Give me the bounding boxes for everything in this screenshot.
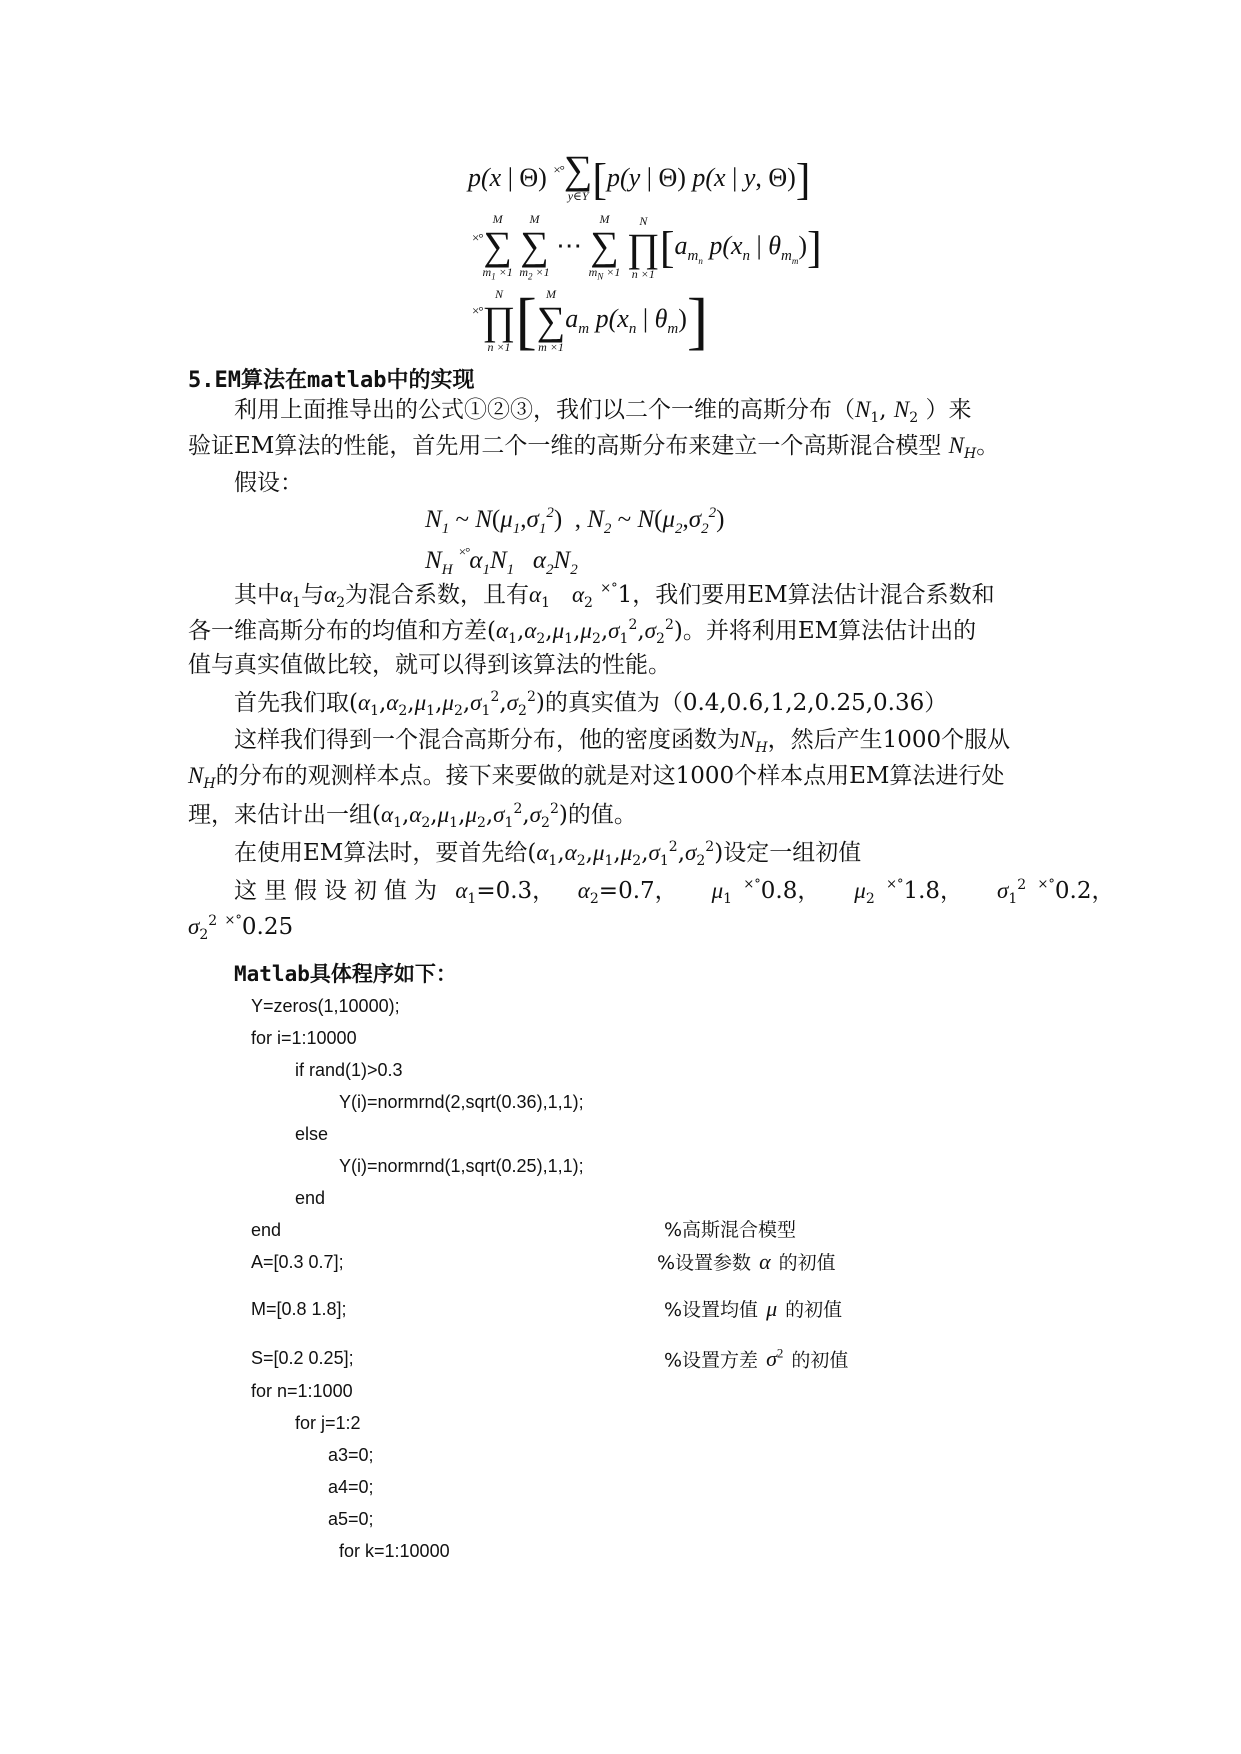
text-span: 在使用EM算法时，要首先给 <box>234 840 528 866</box>
text-span: 其中 <box>234 582 280 608</box>
section-heading: 5.EM算法在matlab中的实现 <box>188 368 475 393</box>
formula-line-1: p(x | Θ) ×° ∑ y∈Y [p(y | Θ) p(x | y, Θ)] <box>468 147 811 205</box>
text-span: 的值。 <box>567 802 637 828</box>
text-span: %设置均值 <box>664 1299 759 1321</box>
text-span: 的初值 <box>778 1252 836 1274</box>
text-span: %设置方差 <box>664 1349 759 1372</box>
text-span: 各一维高斯分布的均值和方差 <box>188 618 487 644</box>
code-line: a4=0; <box>328 1477 374 1497</box>
code-line: for j=1:2 <box>295 1413 361 1433</box>
text-span: 为混合系数，且有 <box>345 582 529 608</box>
code-line: A=[0.3 0.7]; <box>251 1252 344 1272</box>
text-span: 。 <box>976 433 1000 459</box>
text-span: 这里假设初值为 <box>234 878 444 904</box>
code-line: M=[0.8 1.8]; <box>251 1299 347 1319</box>
paragraph-1-line-1: 利用上面推导出的公式①②③，我们以二个一维的高斯分布（$N_1$, $N_2$ ）来 <box>234 397 972 426</box>
text-span: 0.25 <box>241 914 294 940</box>
text-span: ，我们要用EM算法估计混合系数和 <box>632 582 995 608</box>
text-span: 的初值 <box>785 1299 843 1321</box>
text-span: 0.2， <box>1054 878 1115 904</box>
assumption-eq-2: $N_H$ $^{\times^\circ}\alpha_1N_1$ $\alpha_2N_2$ <box>425 544 578 578</box>
text-span: 。并将利用EM算法估计出的 <box>682 618 977 644</box>
code-comment: %设置方差 $\sigma^2$ 的初值 <box>664 1346 849 1372</box>
text-span: 验证EM算法的性能，首先用二个一维的高斯分布来建立一个高斯混合模型 <box>188 433 942 459</box>
text-span: 0.8， <box>760 878 821 904</box>
text-span: 利用上面推导出的公式①②③，我们以二个一维的高斯分布（ <box>234 397 855 423</box>
text-span: 这样我们得到一个混合高斯分布，他的密度函数为 <box>234 727 740 753</box>
text-span: 首先我们取 <box>234 690 349 716</box>
code-heading: Matlab具体程序如下： <box>234 962 457 986</box>
code-comment: %设置均值 μ 的初值 <box>664 1296 843 1321</box>
text-span: =0.7， <box>598 878 678 904</box>
code-line: end <box>295 1188 326 1208</box>
code-line: a3=0; <box>328 1445 374 1465</box>
text-span: 的初值 <box>791 1349 849 1372</box>
text-span: 1.8， <box>903 878 964 904</box>
code-line: S=[0.2 0.25]; <box>251 1348 354 1368</box>
text-span: ）来 <box>925 397 972 423</box>
assumption-eq-1: $N_1$ ~ $N(\mu_1,\sigma_1^2)$ , $N_2$ ~ $N(\mu_2,\sigma_2^2)$ <box>425 505 725 537</box>
code-line: for k=1:10000 <box>339 1541 450 1561</box>
paragraph-1-line-2: 验证EM算法的性能，首先用二个一维的高斯分布来建立一个高斯混合模型 $N_H$。 <box>188 433 1000 462</box>
code-line: a5=0; <box>328 1509 374 1529</box>
code-line: end <box>251 1220 282 1240</box>
text-span: 的分布的观测样本点。接下来要做的就是对这1000个样本点用EM算法进行处 <box>215 763 1005 789</box>
paragraph-6-line-1: 这里假设初值为 $\alpha_1=0.3$， $\alpha_2=0.7$， $\mu_1$ ×°0.8， $\mu_2$ ×°1.8， $\sigma_1^2$ ×°0.2， <box>234 877 1115 907</box>
assume-label: 假设： <box>234 470 303 496</box>
text-span: 与 <box>301 582 324 608</box>
code-line: if rand(1)>0.3 <box>295 1060 403 1080</box>
paragraph-3: 首先我们取$(\alpha_1,\alpha_2,\mu_1,\mu_2,\sigma_1^2,\sigma_2^2)$的真实值为（0.4,0.6,1,2,0.25,0.36） <box>234 689 948 719</box>
text-span: ，然后产生1000个服从 <box>767 727 1011 753</box>
code-line: else <box>295 1124 329 1144</box>
text-span: 设定一组初值 <box>723 840 862 866</box>
text-span: =0.3， <box>476 878 556 904</box>
paragraph-4-line-2: $N_H$的分布的观测样本点。接下来要做的就是对这1000个样本点用EM算法进行处 <box>188 763 1005 792</box>
paragraph-2-line-1: 其中$\alpha_1$与$\alpha_2$为混合系数，且有$\alpha_1$ $\alpha_2$ ×°1，我们要用EM算法估计混合系数和 <box>234 581 995 611</box>
paragraph-2-line-2: 各一维高斯分布的均值和方差$(\alpha_1,\alpha_2,\mu_1,\mu_2,\sigma_1^2,\sigma_2^2)$。并将利用EM算法估计出的 <box>188 617 977 647</box>
text-span: 理，来估计出一组 <box>188 802 372 828</box>
paragraph-5: 在使用EM算法时，要首先给$(\alpha_1,\alpha_2,\mu_1,\mu_2,\sigma_1^2,\sigma_2^2)$设定一组初值 <box>234 839 862 869</box>
code-line: Y(i)=normrnd(1,sqrt(0.25),1,1); <box>339 1156 584 1176</box>
formula-line-2: ×° M ∑ $m_1 \times 1$ M ∑ $m_2 \times 1$ ⋯ M ∑ $m_N \times 1$ N ∏ n ×1 [$a_{m_n}$ $p(x_n$ | $\theta_{m_m}$)] <box>472 212 822 282</box>
paragraph-2-line-3: 值与真实值做比较，就可以得到该算法的性能。 <box>188 652 671 678</box>
paragraph-6-line-2: $\sigma_2^2$ ×°0.25 <box>188 913 294 943</box>
formula-line-3: ×° N ∏ n ×1 [ M ∑ m ×1 $a_m$ $p(x_n$ | $\theta_m$)] <box>472 285 709 356</box>
code-line: for i=1:10000 <box>251 1028 357 1048</box>
code-line: Y=zeros(1,10000); <box>251 996 400 1016</box>
text-span: 的真实值为（0.4,0.6,1,2,0.25,0.36） <box>544 690 948 716</box>
code-comment: %高斯混合模型 <box>664 1219 797 1241</box>
code-line: for n=1:1000 <box>251 1381 353 1401</box>
text-span: %设置参数 <box>657 1252 752 1274</box>
code-line: Y(i)=normrnd(2,sqrt(0.36),1,1); <box>339 1092 584 1112</box>
paragraph-4-line-3: 理，来估计出一组$(\alpha_1,\alpha_2,\mu_1,\mu_2,\sigma_1^2,\sigma_2^2)$的值。 <box>188 801 637 831</box>
code-comment: %设置参数 α 的初值 <box>657 1249 836 1274</box>
paragraph-4-line-1: 这样我们得到一个混合高斯分布，他的密度函数为$N_H$，然后产生1000个服从 <box>234 727 1011 756</box>
